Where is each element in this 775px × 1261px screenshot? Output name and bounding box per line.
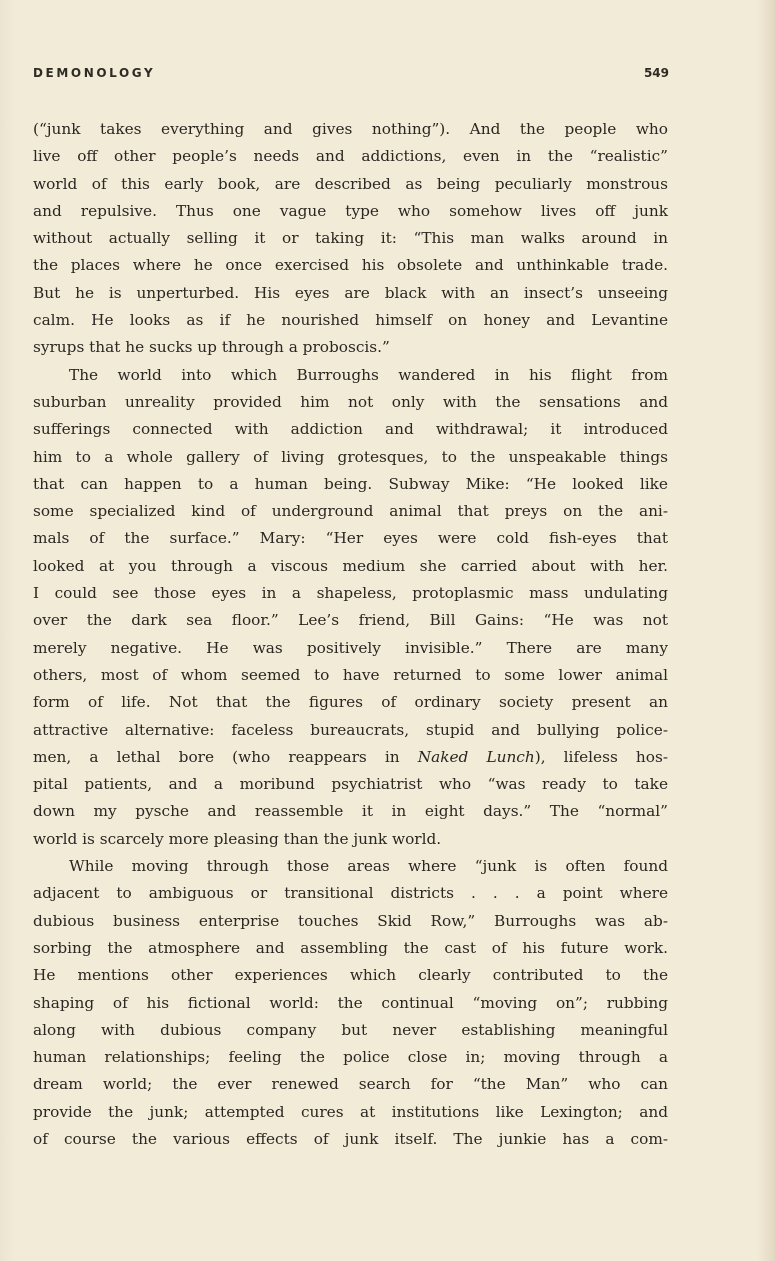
- text-line: He mentions other experiences which clearly contributed to the: [33, 966, 668, 985]
- text-line: and repulsive. Thus one vague type who somehow lives off junk: [33, 201, 668, 220]
- text-line: that can happen to a human being. Subway Mike: “He looked like: [33, 474, 668, 493]
- text-line: the places where he once exercised his obsolete and unthinkable trade.: [33, 256, 668, 275]
- text-line: mals of the surface.” Mary: “Her eyes were cold fish-eyes that: [33, 529, 668, 548]
- text-line: dubious business enterprise touches Skid Row,” Burroughs was ab-: [33, 911, 668, 930]
- text-line: merely negative. He was positively invisible.” There are many: [33, 638, 668, 657]
- paragraph: [33, 853, 668, 1153]
- running-head-title: DEMONOLOGY: [33, 66, 156, 80]
- text-line: sufferings connected with addiction and withdrawal; it introduced: [33, 420, 668, 439]
- text-line: men, a lethal bore (who reappears in Naked Lunch), lifeless hos-: [33, 747, 668, 766]
- text-line: world of this early book, are described as being peculiarly monstrous: [33, 174, 668, 193]
- text-line: (“junk takes everything and gives nothing”). And the people who: [33, 120, 668, 138]
- text-line: without actually selling it or taking it: “This man walks around in: [33, 229, 668, 248]
- running-head: [33, 66, 669, 86]
- text-line: syrups that he sucks up through a proboscis.”: [33, 338, 390, 357]
- text-line: shaping of his fictional world: the continual “moving on”; rubbing: [33, 993, 668, 1012]
- text-line: over the dark sea floor.” Lee’s friend, Bill Gains: “He was not: [33, 611, 668, 630]
- text-line: dream world; the ever renewed search for “the Man” who can: [33, 1075, 668, 1094]
- text-line: sorbing the atmosphere and assembling the cast of his future work.: [33, 938, 668, 957]
- text-line: some specialized kind of underground animal that preys on the ani-: [33, 502, 668, 521]
- text-line: calm. He looks as if he nourished himself on honey and Levantine: [33, 311, 668, 330]
- text-line: attractive alternative: faceless bureaucrats, stupid and bullying police-: [33, 720, 668, 739]
- paragraph: [33, 362, 668, 853]
- body-text: [33, 116, 668, 1153]
- text-line: others, most of whom seemed to have returned to some lower animal: [33, 665, 668, 684]
- text-line: down my pysche and reassemble it in eight days.” The “normal”: [33, 802, 668, 821]
- text-line: pital patients, and a moribund psychiatrist who “was ready to take: [33, 775, 668, 794]
- text-line: him to a whole gallery of living grotesques, to the unspeakable things: [33, 447, 668, 466]
- text-line: along with dubious company but never establishing meaningful: [33, 1020, 668, 1039]
- text-line: human relationships; feeling the police close in; moving through a: [33, 1048, 668, 1067]
- text-line: suburban unreality provided him not only with the sensations and: [33, 392, 668, 411]
- text-line: provide the junk; attempted cures at institutions like Lexington; and: [33, 1102, 668, 1121]
- text-line: looked at you through a viscous medium she carried about with her.: [33, 556, 668, 575]
- text-line: The world into which Burroughs wandered in his flight from: [69, 365, 668, 384]
- text-line: of course the various effects of junk itself. The junkie has a com-: [33, 1129, 668, 1148]
- text-line: world is scarcely more pleasing than the junk world.: [33, 829, 442, 848]
- text-line: But he is unperturbed. His eyes are black with an insect’s unseeing: [33, 283, 668, 302]
- page-number: 549: [643, 66, 669, 80]
- text-line: adjacent to ambiguous or transitional districts . . . a point where: [33, 884, 668, 903]
- text-line: form of life. Not that the figures of ordinary society present an: [33, 693, 668, 712]
- paragraph: [33, 116, 668, 362]
- book-title-italic: Naked Lunch: [417, 747, 535, 766]
- text-line: I could see those eyes in a shapeless, protoplasmic mass undulating: [33, 584, 668, 603]
- text-line: live off other people’s needs and addictions, even in the “realistic”: [33, 147, 668, 166]
- text-line: While moving through those areas where “junk is often found: [69, 857, 668, 876]
